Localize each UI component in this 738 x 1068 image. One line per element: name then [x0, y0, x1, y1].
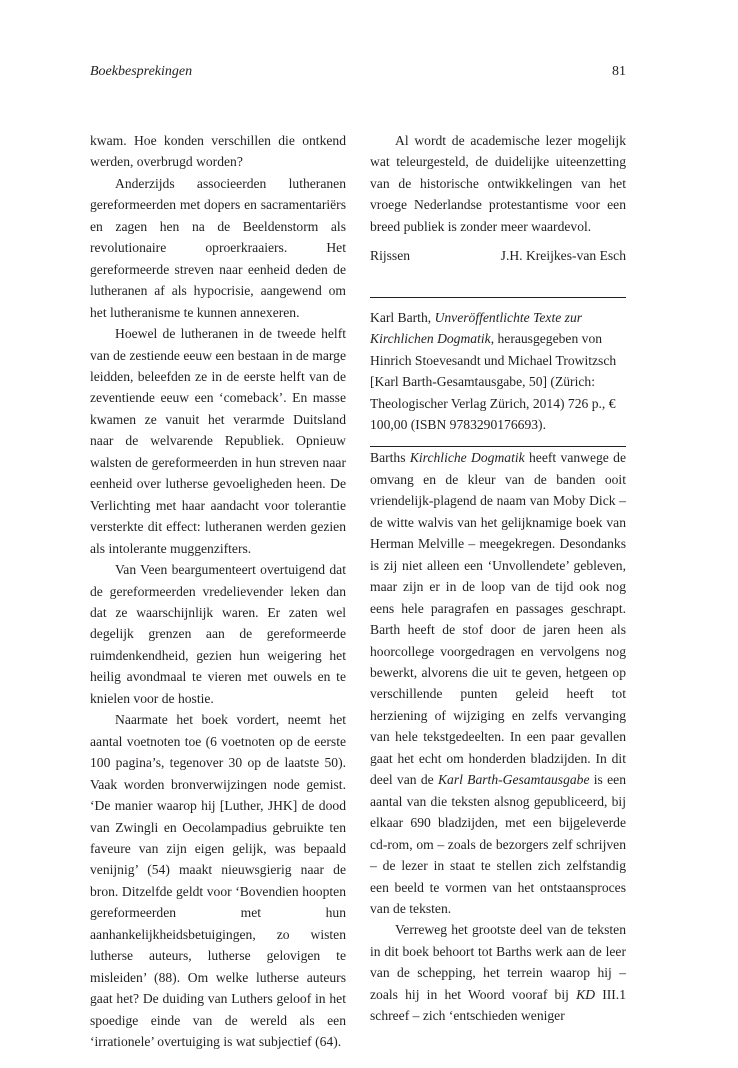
paragraph: Anderzijds associeerden lutheranen gereformeerden met dopers en sacramentariërs en zagen hen na de Beeldenstorm als revolutionaire oproerkraaiers. Het gereformeerde streven naar eenheid deden de lutheranen af als hypocrisie, aangewend om het lutheranisme te kunnen annexeren. — [90, 175, 346, 320]
paragraph: Verreweg het grootste deel van de teksten in dit boek behoort tot Barths werk aan de leer van de schepping, het terrein waarop hij – zoals hij in het Woord vooraf bij KD III.1 schreef – zich ‘entschieden weniger — [370, 922, 626, 1024]
divider — [370, 297, 626, 298]
left-column — [90, 130, 346, 1052]
page-number: 81 — [612, 64, 626, 79]
paragraph: Naarmate het boek vordert, neemt het aantal voetnoten toe (6 voetnoten op de eerste 100 pagina’s, tegenover 30 op de laatste 50). Vaak worden bronverwijzingen node gemist. ‘De manier waarop hij [Luther, JHK] de dood van Zwingli en Oecolampadius gebruikte ten faveure van zijn eigen gelijk, was bepaald venijnig’ (54) maakt nieuwsgierig naar de bron. Ditzelfde geldt voor ‘Bovendien hoopten gereformeerden met hun aanhankelijkheidsbetuigingen, zo wisten lutherse auteurs, lutherse gelovigen te misleiden’ (88). Om welke lutherse auteurs gaat het? De duiding van Luthers geloof in het spoedige einde van de wereld als een ‘irrationele’ overtuiging is wat subjectief (64). — [90, 712, 346, 1050]
signature-place: Rijssen — [370, 248, 411, 264]
paragraph: kwam. Hoe konden verschillen die ontkend werden, overbrugd worden? — [90, 133, 346, 170]
reference-details: , herausgegeben von Hinrich Stoevesandt und Michael Trowitzsch [Karl Barth-Gesamtausgabe, 50] (Zürich: Theologischer Verlag Zürich, 2014) 726 p., € 100,00 (ISBN 9783290176693). — [370, 331, 617, 432]
signature-author: J.H. Kreijkes-van Esch — [500, 248, 626, 264]
book-reference — [370, 307, 626, 436]
paragraph: Hoewel de lutheranen in de tweede helft van de zestiende eeuw een bestaan in de marge leidden, beleefden ze in de eerste helft van de zeventiende eeuw een ‘comeback’. En masse kwamen ze vanuit het verarmde Duitsland naar de welvarende Republiek. Opnieuw walsten de gereformeerden in hun streven naar eenheid over lutherse gevoeligheden heen. De Verlichting met haar aandacht voor tolerantie versterkte dit effect: lutheranen werden gezien als intolerante muggenzifters. — [90, 326, 346, 556]
paragraph: Al wordt de academische lezer mogelijk wat teleurgesteld, de duidelijke uiteenzetting van de historische ontwikkelingen van het vroege Nederlandse protestantisme voor een breed publiek is zonder meer waardevol. — [370, 133, 626, 234]
running-header — [90, 64, 626, 84]
review-signature — [370, 245, 626, 266]
section-title: Boekbesprekingen — [90, 64, 193, 79]
right-column — [370, 130, 626, 1027]
reference-title: Unveröffentlichte Texte zur Kirchlichen Dogmatik — [370, 309, 583, 347]
paragraph: Barths Kirchliche Dogmatik heeft vanwege de omvang en de kleur van de banden ooit vriendelijk-plagend de naam van Moby Dick – de witte walvis van het gelijknamige boek van Herman Melville – meegekregen. Desondanks is zij niet alleen een ‘Unvollendete’ gebleven, maar zijn er in de loop van de tijd ook nog eens hele paragrafen en passages geschrapt. Barth heeft de stof door de jaren heen als hoorcollege voorgedragen en vervolgens nog bewerkt, alvorens die uit te geven, hetgeen op verschillende punten geleid heeft tot herziening of wijziging en zelfs vervanging van hele tekstgedeelten. In een paar gevallen gaat het echt om honderden bladzijden. In dit deel van de Karl Barth-Gesamtausgabe is een aantal van die teksten alsnog gepubliceerd, bij elkaar 690 bladzijden, met een bijgeleverde cd-rom, om – zoals de bezorgers zelf schrijven – de lezer in staat te stellen zich zelfstandig een beeld te vormen van het ontstaansproces van de teksten. — [370, 450, 626, 916]
paragraph: Van Veen beargumenteert overtuigend dat de gereformeerden vredelievender leken dan dat ze waarschijnlijk waren. Er zaten wel degelijk grenzen aan de gereformeerde ruimdenkendheid, gezien hun weigering het heilig avondmaal te vieren met ouwels en te knielen voor de hostie. — [90, 562, 346, 706]
reference-author: Karl Barth, — [370, 309, 435, 325]
